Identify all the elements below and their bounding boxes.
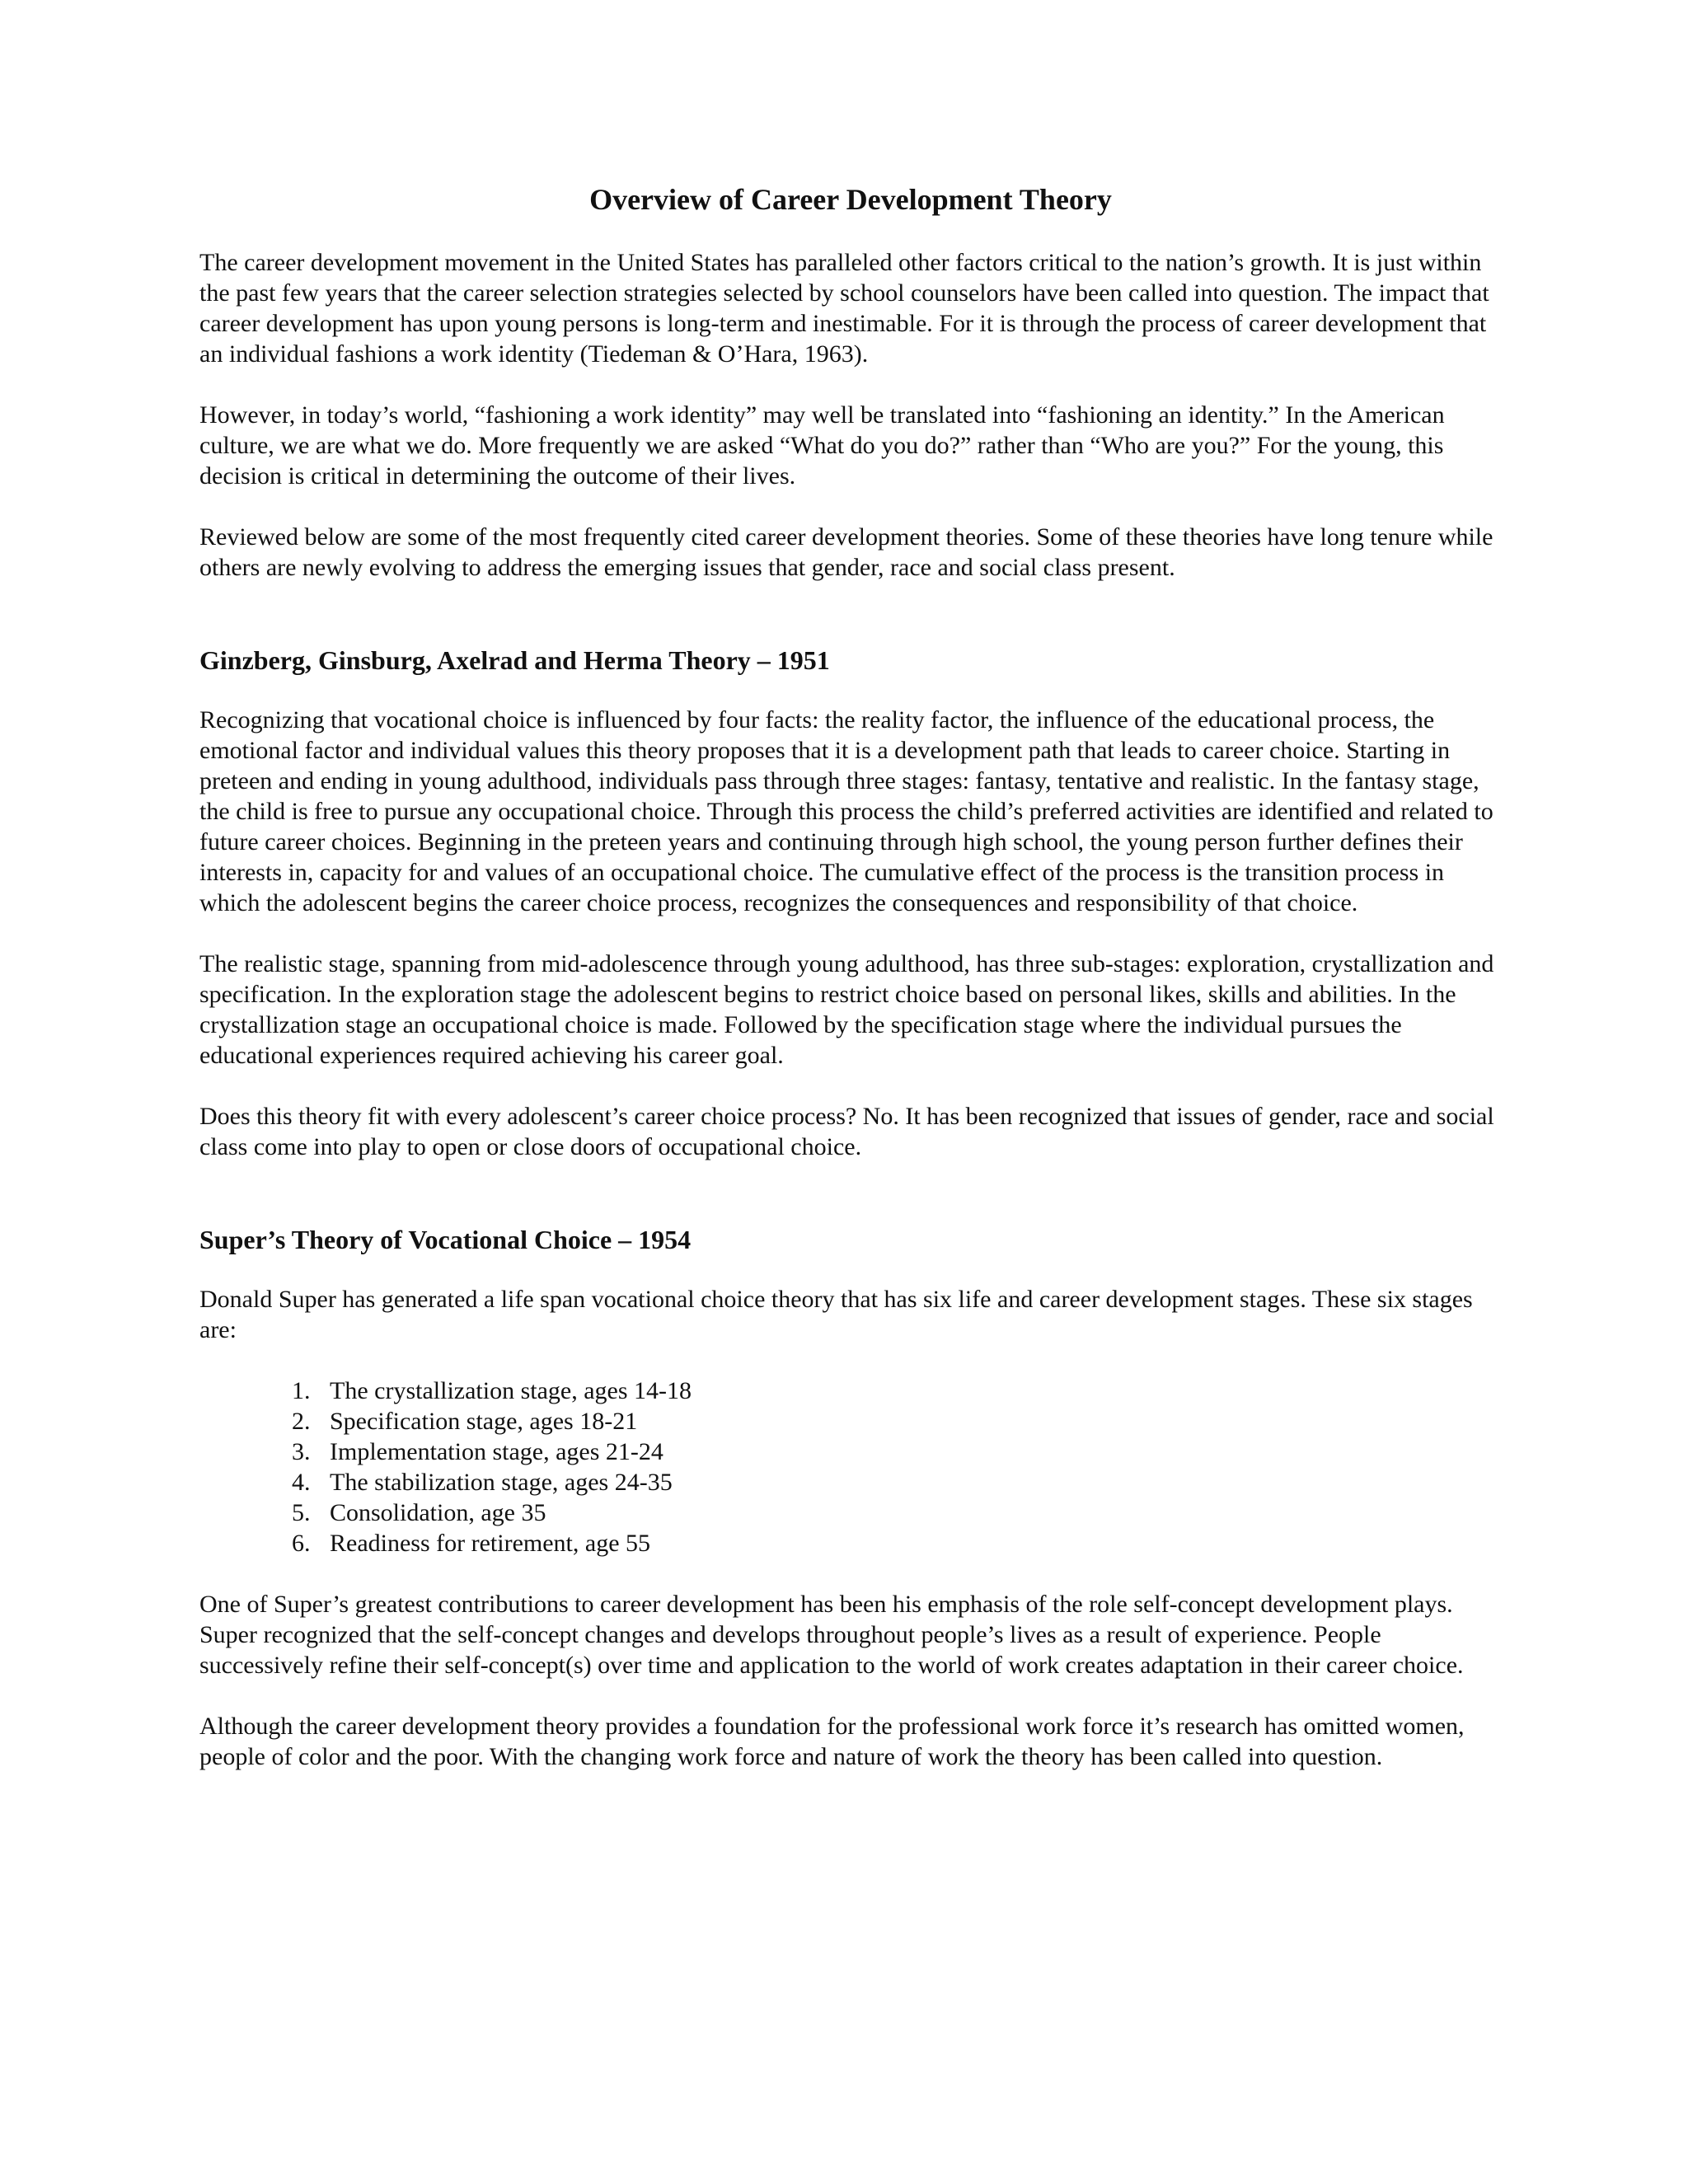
super-paragraph-1: One of Super’s greatest contributions to career development has been his emphasis of the role self-concept development plays. Super recognized that the self-concept changes and develops throughout people’s lives as a result of experience. People successively refine their self-concept(s) over time and application to the world of work creates adaptation in their career choice. — [199, 1591, 1464, 1679]
list-item: 6. Readiness for retirement, age 55 — [316, 1528, 1502, 1558]
ginzberg-paragraph-1: Recognizing that vocational choice is influenced by four facts: the reality factor, the influence of the educational process, the emotional factor and individual values this theory proposes that it is a development path that leads to career choice. Starting in preteen and ending in young adulthood, individuals pass through three stages: fantasy, tentative and realistic. In the fantasy stage, the child is free to pursue any occupational choice. Through this process the child’s preferred activities are identified and related to future career choices. Beginning in the preteen years and continuing through high school, the young person further defines their interests in, capacity for and values of an occupational choice. The cumulative effect of the process is the transition process in which the adolescent begins the career choice process, recognizes the consequences and responsibility of that choice. — [199, 706, 1493, 916]
list-item: 5. Consolidation, age 35 — [316, 1497, 1502, 1528]
list-item: 3. Implementation stage, ages 21-24 — [316, 1436, 1502, 1467]
section-spacer — [199, 613, 1502, 644]
list-item: 2. Specification stage, ages 18-21 — [316, 1406, 1502, 1436]
super-paragraph-2: Although the career development theory provides a foundation for the professional work force it’s research has omitted women, people of color and the poor. With the changing work force and nature of work the theory has been called into question. — [199, 1713, 1465, 1770]
document-page — [199, 181, 1502, 1802]
intro-paragraph-2: However, in today’s world, “fashioning a work identity” may well be translated into “fashioning an identity.” In the American culture, we are what we do. More frequently we are asked “What do you do?” rather than “Who are you?” For the young, this decision is critical in determining the outcome of their lives. — [199, 401, 1445, 490]
section-heading-ginzberg: Ginzberg, Ginsburg, Axelrad and Herma Theory – 1951 — [199, 645, 830, 675]
list-item: 4. The stabilization stage, ages 24-35 — [316, 1467, 1502, 1497]
super-stages-list — [199, 1376, 1502, 1558]
intro-paragraph-1: The career development movement in the United States has paralleled other factors critical to the nation’s growth. It is just within the past few years that the career selection strategies selected by school counselors have been called into question. The impact that career development has upon young persons is long-term and inestimable. For it is through the process of career development that an individual fashions a work identity (Tiedeman & O’Hara, 1963). — [199, 249, 1489, 368]
section-heading-super: Super’s Theory of Vocational Choice – 1954 — [199, 1225, 692, 1254]
super-intro-paragraph: Donald Super has generated a life span vocational choice theory that has six life and career development stages. These six stages are: — [199, 1286, 1473, 1343]
ginzberg-paragraph-2: The realistic stage, spanning from mid-adolescence through young adulthood, has three sub-stages: exploration, crystallization and specification. In the exploration stage the adolescent begins to restrict choice based on personal likes, skills and abilities. In the crystallization stage an occupational choice is made. Followed by the specification stage where the individual pursues the educational experiences required achieving his career goal. — [199, 950, 1494, 1069]
list-item: 1. The crystallization stage, ages 14-18 — [316, 1376, 1502, 1406]
document-title: Overview of Career Development Theory — [589, 183, 1112, 216]
ginzberg-paragraph-3: Does this theory fit with every adolescent’s career choice process? No. It has been recognized that issues of gender, race and social class come into play to open or close doors of occupational choice. — [199, 1103, 1494, 1160]
section-spacer — [199, 1193, 1502, 1223]
intro-paragraph-3: Reviewed below are some of the most frequently cited career development theories. Some of these theories have long tenure while others are newly evolving to address the emerging issues that gender, race and social class present. — [199, 523, 1493, 581]
